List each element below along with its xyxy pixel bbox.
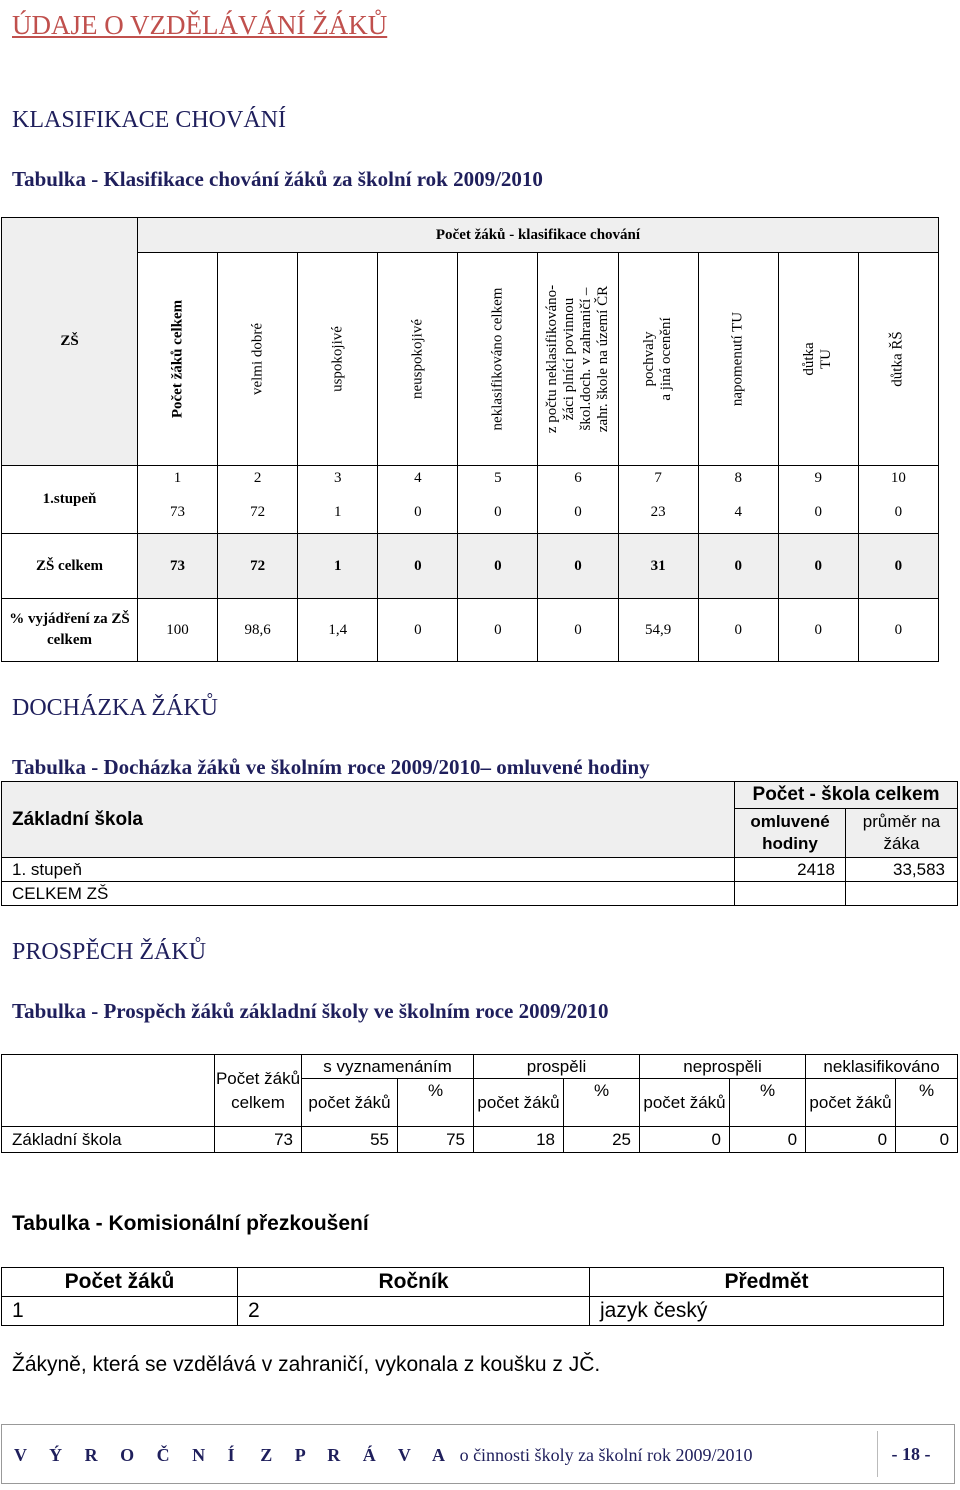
column-header-label [544, 285, 612, 433]
table-row [2, 534, 939, 599]
value-cell: 0 [698, 599, 778, 662]
value-cell: 0 [458, 534, 538, 599]
value-cell: 0 [858, 599, 938, 662]
behavior-table [1, 217, 939, 662]
column-header-line: TU [818, 349, 835, 370]
commission-table [1, 1267, 944, 1326]
column-header-line: z počtu neklasifikováno- [544, 284, 561, 434]
sub-header-percent: % [564, 1079, 640, 1127]
grade-cell: 2 [238, 1297, 590, 1326]
row-label: 1. stupeň [2, 858, 735, 882]
column-header-line: důtka [801, 342, 818, 376]
table-row [2, 858, 958, 882]
hours-cell [735, 882, 846, 906]
value-cell: 31 [618, 534, 698, 599]
results-corner [2, 1055, 215, 1127]
value-cell: 55 [302, 1127, 398, 1153]
column-header-line: uspokojivé [329, 326, 346, 392]
header-subject: Předmět [590, 1268, 944, 1297]
column-header-line: důtka ŘŠ [889, 331, 906, 387]
value-cell: 0 [378, 534, 458, 599]
page-footer [1, 1424, 955, 1484]
column-header-label [890, 331, 907, 386]
footer-title-b: Z P R Á V A [260, 1445, 455, 1465]
column-header-4 [378, 253, 458, 466]
table-row [2, 599, 939, 662]
group-header-failed: neprospěli [640, 1055, 806, 1079]
sub-header-count: počet žáků [806, 1079, 896, 1127]
value-cell: 73 [138, 492, 218, 534]
value-cell: 1 [298, 492, 378, 534]
value-cell: 0 [730, 1127, 806, 1153]
hours-cell: 2418 [735, 858, 846, 882]
column-header-label [409, 319, 426, 399]
value-cell: 73 [215, 1127, 302, 1153]
value-cell: 0 [858, 492, 938, 534]
column-header-8 [698, 253, 778, 466]
header-grade: Ročník [238, 1268, 590, 1297]
value-cell: 4 [698, 492, 778, 534]
column-header-line: škol.doch. v zahraničí – [578, 287, 595, 431]
column-header-label [641, 317, 675, 400]
footer-title-a: V Ý R O Č N Í [14, 1445, 244, 1465]
zs-header-cell [2, 218, 138, 466]
column-header-label [489, 288, 506, 431]
column-header-line: a jiná ocenění [658, 317, 675, 401]
value-cell: 25 [564, 1127, 640, 1153]
column-header-label [329, 326, 346, 392]
row-label: ZŠ celkem [2, 534, 138, 599]
attendance-row-header: Základní škola [2, 782, 735, 858]
value-cell: 0 [538, 492, 618, 534]
row-label: % vyjádření za ZŠ celkem [2, 599, 138, 662]
excused-hours-header: omluvené hodiny [735, 809, 846, 858]
value-cell: 1,4 [298, 599, 378, 662]
column-header-line: pochvaly [641, 331, 658, 387]
pupil-count-cell: 1 [2, 1297, 238, 1326]
value-cell: 72 [218, 534, 298, 599]
column-header-line: neklasifikováno celkem [489, 287, 506, 431]
column-number: 10 [858, 466, 938, 492]
column-header-10 [858, 253, 938, 466]
value-cell: 0 [458, 492, 538, 534]
attendance-table [1, 781, 958, 906]
value-cell: 0 [538, 534, 618, 599]
row-label: Základní škola [2, 1127, 215, 1153]
note-text: Žákyně, která se vzdělává v zahraničí, vykonala z koušku z JČ. [12, 1353, 601, 1376]
column-number: 1 [138, 466, 218, 492]
results-table [1, 1054, 958, 1153]
value-cell: 0 [458, 599, 538, 662]
value-cell: 0 [858, 534, 938, 599]
value-cell: 54,9 [618, 599, 698, 662]
column-header-label [249, 323, 266, 395]
page-number: - 18 - [877, 1431, 944, 1477]
row-label: 1.stupeň [2, 466, 138, 534]
column-header-label [730, 312, 747, 406]
avg-cell: 33,583 [846, 858, 958, 882]
column-number: 2 [218, 466, 298, 492]
value-cell: 0 [698, 534, 778, 599]
column-header-9 [778, 253, 858, 466]
column-header-label [801, 342, 835, 375]
sub-header-count: počet žáků [474, 1079, 564, 1127]
column-header-line: velmi dobré [249, 322, 266, 396]
value-cell: 0 [378, 599, 458, 662]
sub-header-count: počet žáků [640, 1079, 730, 1127]
column-header-5 [458, 253, 538, 466]
column-header-line: napomenutí TU [729, 311, 746, 407]
header-pupil-count: Počet žáků [2, 1268, 238, 1297]
value-cell: 0 [806, 1127, 896, 1153]
sub-header-count: počet žáků [302, 1079, 398, 1127]
table-row [2, 492, 939, 534]
column-number: 6 [538, 466, 618, 492]
page-main-heading: ÚDAJE O VZDĚLÁVÁNÍ ŽÁKŮ [12, 10, 388, 40]
value-cell: 0 [778, 534, 858, 599]
sub-header-percent: % [896, 1079, 958, 1127]
group-header-honors: s vyznamenáním [302, 1055, 474, 1079]
group-header-unclassified: neklasifikováno [806, 1055, 958, 1079]
value-cell: 0 [778, 492, 858, 534]
value-cell: 23 [618, 492, 698, 534]
results-heading: PROSPĚCH ŽÁKŮ [12, 939, 207, 965]
column-number: 7 [618, 466, 698, 492]
value-cell: 0 [640, 1127, 730, 1153]
column-header-3 [298, 253, 378, 466]
behavior-group-header: Počet žáků - klasifikace chování [138, 218, 939, 253]
subject-cell: jazyk český [590, 1297, 944, 1326]
column-header-7 [618, 253, 698, 466]
results-table-caption: Tabulka - Prospěch žáků základní školy ve školním roce 2009/2010 [12, 999, 609, 1023]
avg-per-pupil-header: průměr na žáka [846, 809, 958, 858]
group-header-passed: prospěli [474, 1055, 640, 1079]
value-cell: 73 [138, 534, 218, 599]
footer-subtitle: o činnosti školy za školní rok 2009/2010 [459, 1445, 753, 1465]
value-cell: 72 [218, 492, 298, 534]
column-header-line: žáci plnící povinnou [561, 297, 578, 421]
column-header-2 [218, 253, 298, 466]
column-number: 3 [298, 466, 378, 492]
column-header-6 [538, 253, 618, 466]
sub-header-percent: % [398, 1079, 474, 1127]
column-number: 4 [378, 466, 458, 492]
value-cell: 1 [298, 534, 378, 599]
behavior-heading: KLASIFIKACE CHOVÁNÍ [12, 107, 286, 133]
value-cell: 75 [398, 1127, 474, 1153]
column-header-label [169, 300, 186, 418]
value-cell: 98,6 [218, 599, 298, 662]
table-row [2, 1127, 958, 1153]
column-header-line: zahr. škole na území ČR [595, 285, 612, 433]
total-pupils-header: Počet žáků celkem [215, 1055, 302, 1127]
column-number: 5 [458, 466, 538, 492]
value-cell: 0 [778, 599, 858, 662]
footer-text [14, 1445, 753, 1466]
value-cell: 18 [474, 1127, 564, 1153]
value-cell: 100 [138, 599, 218, 662]
commission-table-caption: Tabulka - Komisionální přezkoušení [12, 1212, 369, 1235]
column-header-1 [138, 253, 218, 466]
attendance-heading: DOCHÁZKA ŽÁKŮ [12, 695, 218, 721]
column-number: 8 [698, 466, 778, 492]
column-numbers-row [2, 466, 939, 492]
attendance-table-caption: Tabulka - Docházka žáků ve školním roce 2009/2010– omluvené hodiny [12, 755, 650, 779]
row-label: CELKEM ZŠ [2, 882, 735, 906]
attendance-group-header: Počet - škola celkem [735, 782, 958, 809]
table-row [2, 882, 958, 906]
value-cell: 0 [378, 492, 458, 534]
column-header-line: neuspokojivé [409, 319, 426, 399]
value-cell: 0 [538, 599, 618, 662]
sub-header-percent: % [730, 1079, 806, 1127]
column-number: 9 [778, 466, 858, 492]
zs-header-label: ZŠ [60, 333, 79, 349]
column-header-line: Počet žáků celkem [169, 299, 186, 419]
table-row [2, 1297, 944, 1326]
avg-cell [846, 882, 958, 906]
behavior-column-headers [2, 253, 939, 466]
value-cell: 0 [896, 1127, 958, 1153]
behavior-table-caption: Tabulka - Klasifikace chování žáků za školní rok 2009/2010 [12, 167, 543, 191]
